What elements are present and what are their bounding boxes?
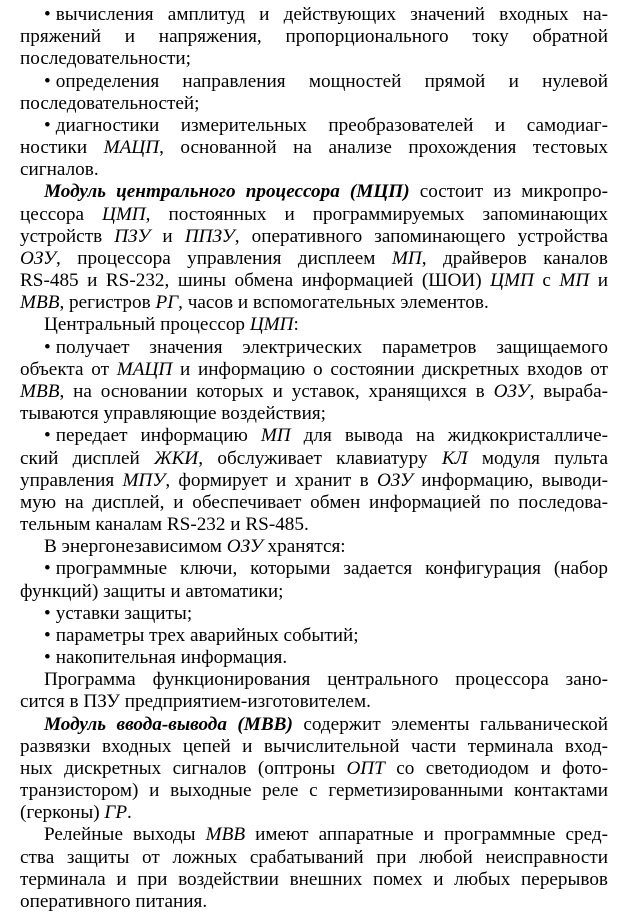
text-run: , регистров [59, 292, 156, 313]
text-run: оперативного питания. [20, 891, 208, 912]
bullet-marker: • [44, 115, 51, 136]
emphasized-term: ЦМП [101, 204, 146, 225]
text-run: состоит из микропро- [409, 181, 608, 202]
text-line [44, 70, 608, 94]
text-run: и информацию о состоянии дискретных входов от [172, 359, 608, 380]
text-run: , на основании которых и уставок, хранящихся в [59, 381, 494, 402]
text-line [20, 25, 608, 49]
text-line [20, 868, 608, 892]
text-line [20, 757, 608, 781]
text-run: устройств [20, 226, 115, 247]
emphasized-term: МАЦП [116, 359, 173, 380]
text-run: RS-485 и RS-232, шины обмена информацией (ШОИ) [20, 270, 491, 291]
text-run: ский дисплей [20, 448, 155, 469]
text-run: вычисления амплитуд и действующих значений входных на- [55, 4, 608, 25]
emphasized-term: ОЗУ [226, 536, 263, 557]
emphasized-term: МПУ [122, 470, 166, 491]
text-run: , оперативного запоминающего устройства [234, 226, 608, 247]
text-line [20, 291, 608, 315]
emphasized-term: ЦМП [249, 314, 294, 335]
text-line [20, 402, 608, 426]
text-run: имеют аппаратные и программные сред- [245, 824, 608, 845]
text-run: Программа функционирования центрального процессора зано- [44, 669, 608, 690]
emphasized-term: МП [260, 425, 291, 446]
text-line [44, 668, 608, 692]
emphasized-term: МП [391, 248, 422, 269]
text-run: , драйверов каналов [421, 248, 608, 269]
text-run: для вывода на жидкокристалличе- [290, 425, 609, 446]
text-line [20, 513, 608, 537]
text-line [44, 713, 608, 737]
text-line [44, 624, 608, 648]
text-run: диагностики измерительных преобразователей и самодиаг- [55, 115, 608, 136]
emphasized-term: Модуль ввода-вывода (МВВ) [44, 714, 293, 735]
bullet-marker: • [44, 4, 51, 25]
text-run: развязки входных цепей и вычислительной части терминала вход- [20, 736, 608, 757]
text-line [20, 247, 608, 271]
text-line [20, 469, 608, 493]
text-line [44, 424, 608, 448]
emphasized-term: МАЦП [103, 137, 160, 158]
bullet-marker: • [44, 337, 51, 358]
text-run: , часов и вспомогательных элементов. [178, 292, 489, 313]
emphasized-term: ОЗУ [20, 248, 57, 269]
text-line [20, 269, 608, 293]
text-run: В энергонезависимом [44, 536, 227, 557]
text-run: определения направления мощностей прямой и нулевой [55, 71, 608, 92]
text-line [20, 779, 608, 803]
text-run: последовательности; [20, 48, 191, 69]
text-line [44, 180, 608, 204]
text-run: объекта от [20, 359, 117, 380]
emphasized-term: МВВ [20, 292, 60, 313]
emphasized-term: ОПТ [346, 758, 385, 779]
text-run: ностики [20, 137, 104, 158]
bullet-marker: • [44, 425, 51, 446]
text-line [20, 735, 608, 759]
emphasized-term: ОЗУ [376, 470, 413, 491]
emphasized-term: МП [559, 270, 590, 291]
text-line [44, 313, 608, 337]
text-run: , формирует и хранит в [165, 470, 377, 491]
text-run: модуля пульта [467, 448, 608, 469]
text-line [20, 491, 608, 515]
text-run: Релейные выходы [44, 824, 206, 845]
text-run: терминала и при воздействии внешних помех и любых перерывов [20, 869, 608, 890]
emphasized-term: РГ [155, 292, 179, 313]
text-run: функций) защиты и автоматики; [20, 581, 284, 602]
emphasized-term: КЛ [441, 448, 468, 469]
text-run: со светодиодом и фото- [384, 758, 608, 779]
text-line [20, 358, 608, 382]
text-run: , постоянных и программируемых запоминающих [145, 204, 608, 225]
text-line [20, 47, 608, 71]
text-line [20, 92, 608, 116]
text-run: управления [20, 470, 123, 491]
text-run: передает информацию [55, 425, 261, 446]
text-run: тельным каналам RS-232 и RS-485. [20, 514, 309, 535]
emphasized-term: ПЗУ [114, 226, 151, 247]
text-line [20, 136, 608, 160]
emphasized-term: МВВ [205, 824, 246, 845]
text-run: параметры трех аварийных событий; [55, 625, 359, 646]
text-run: содержит элементы гальванической [292, 714, 609, 735]
text-run: хранятся: [262, 536, 346, 557]
emphasized-term: ГР [104, 802, 128, 823]
text-run: сигналов. [20, 159, 99, 180]
text-line [20, 801, 608, 825]
text-run: ных дискретных сигналов (оптроны [20, 758, 347, 779]
text-run: пряжений и напряжения, пропорционального току обратной [20, 26, 608, 47]
text-run: с [533, 270, 560, 291]
text-run: . [127, 802, 132, 823]
text-line [20, 380, 608, 404]
text-line [44, 114, 608, 138]
text-line [44, 823, 608, 847]
emphasized-term: МВВ [20, 381, 60, 402]
text-line [44, 646, 608, 670]
emphasized-term: ОЗУ [493, 381, 530, 402]
text-line [20, 203, 608, 227]
text-line [20, 890, 608, 914]
text-run: транзистором) и выходные реле с герметизированными контактами [20, 780, 608, 801]
emphasized-term: ЖКИ [154, 448, 199, 469]
text-run: информацию, выводи- [412, 470, 608, 491]
text-line [20, 580, 608, 604]
text-line [20, 846, 608, 870]
text-line [20, 158, 608, 182]
text-run: сится в ПЗУ предприятием-изготовителем. [20, 691, 371, 712]
bullet-marker: • [44, 603, 51, 624]
bullet-marker: • [44, 647, 51, 668]
text-run: программные ключи, которыми задается конфигурация (набор [55, 558, 608, 579]
text-run: последовательностей; [20, 93, 200, 114]
text-run: накопительная информация. [55, 647, 288, 668]
text-line [20, 225, 608, 249]
bullet-marker: • [44, 625, 51, 646]
text-line [20, 690, 608, 714]
text-line [44, 336, 608, 360]
text-run: и [589, 270, 608, 291]
text-line [44, 535, 608, 559]
text-run: Центральный процессор [44, 314, 250, 335]
emphasized-term: ЦМП [490, 270, 534, 291]
text-run: , основанной на анализе прохождения тестовых [159, 137, 608, 158]
bullet-marker: • [44, 558, 51, 579]
text-run: получает значения электрических параметров защищаемого [55, 337, 608, 358]
text-run: ства защиты от ложных срабатываний при любой неисправности [20, 847, 608, 868]
text-line [44, 602, 608, 626]
text-run: , процессора управления дисплеем [56, 248, 392, 269]
text-line [44, 557, 608, 581]
text-run: цессора [20, 204, 102, 225]
text-run: тываются управляющие воздействия; [20, 403, 326, 424]
emphasized-term: ППЗУ [184, 226, 235, 247]
bullet-marker: • [44, 71, 51, 92]
text-run: и [150, 226, 185, 247]
text-run: (герконы) [20, 802, 105, 823]
text-run: : [293, 314, 299, 335]
text-run: , обслуживает клавиатуру [198, 448, 442, 469]
text-run: мую на дисплей, и обеспечивает обмен информацией по последова- [20, 492, 608, 513]
text-run: , выраба- [529, 381, 609, 402]
text-run: уставки защиты; [55, 603, 193, 624]
text-line [44, 3, 608, 27]
emphasized-term: Модуль центрального процессора (МЦП) [44, 181, 410, 202]
text-line [20, 447, 608, 471]
